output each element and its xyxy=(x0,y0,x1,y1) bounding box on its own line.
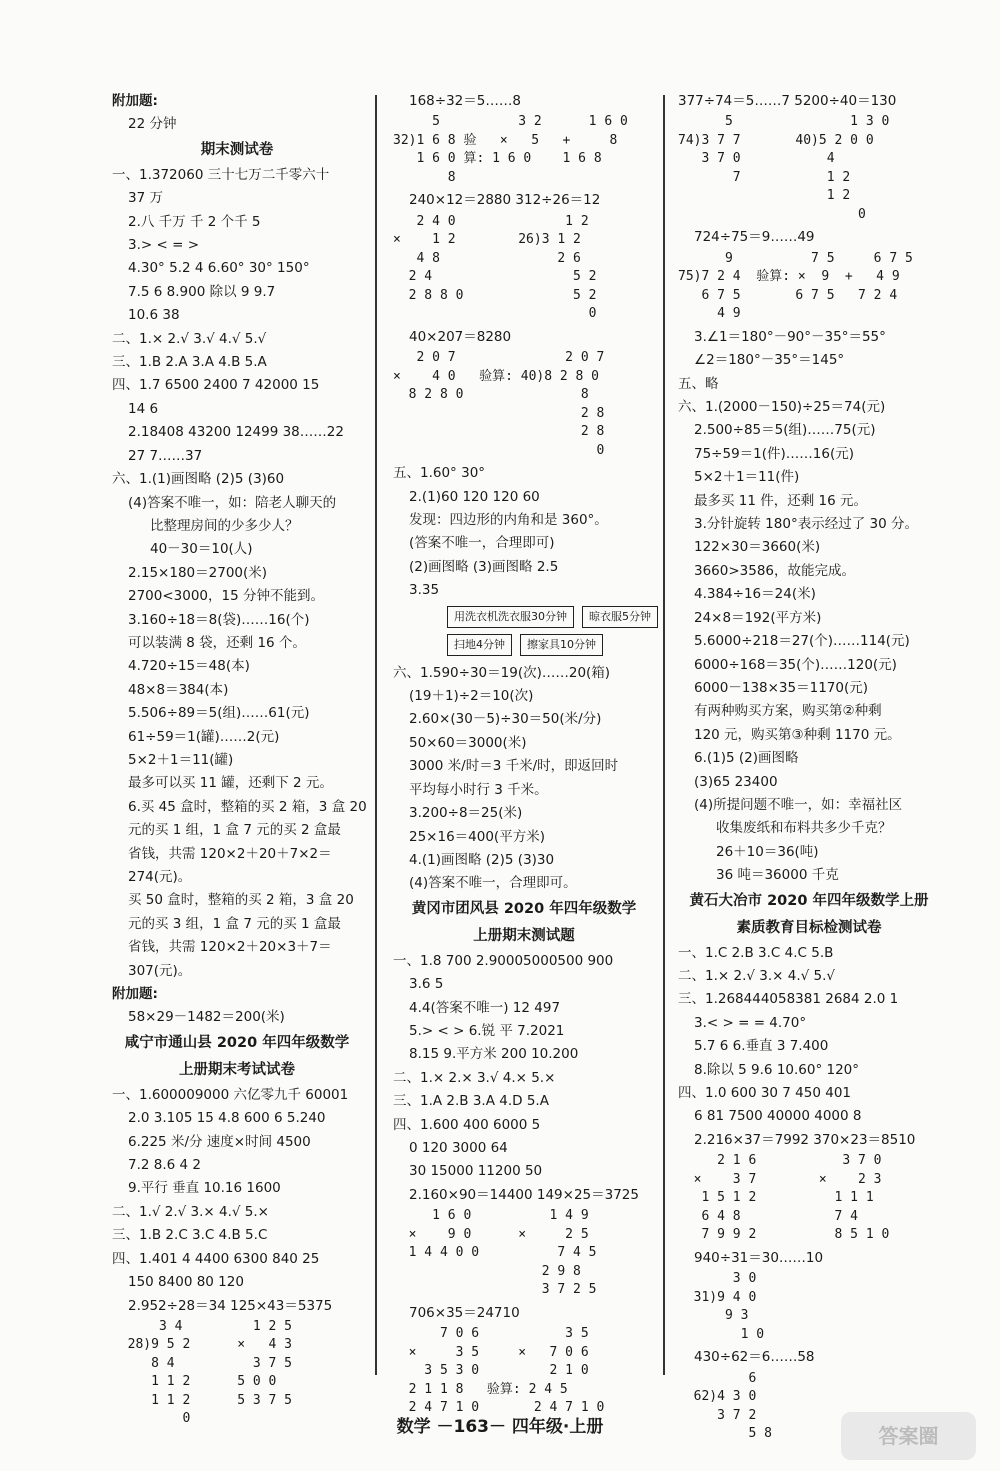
answer-line: 61÷59＝1(罐)……2(元) xyxy=(128,728,280,745)
answer-line: 可以装满 8 袋，还剩 16 个。 xyxy=(128,634,306,651)
calc-line: 7 9 9 2 8 5 1 0 xyxy=(678,1227,890,1243)
answer-line: (4)所提问题不唯一，如：幸福社区 xyxy=(694,796,903,813)
section-heading: 期末测试卷 xyxy=(200,141,274,158)
answer-line: 37 万 xyxy=(128,190,163,207)
answer-line: 五、略 xyxy=(678,375,719,392)
answer-line: 5.> < > 6.锐 平 7.2021 xyxy=(409,1022,565,1039)
answer-column-3 xyxy=(678,90,940,1446)
col2-mid1 xyxy=(393,189,655,212)
answer-line: 168÷32＝5……8 xyxy=(409,93,521,109)
calc-line: 2 4 0 1 2 xyxy=(393,213,589,229)
calc-line: 75)7 2 4 验算: × 9 + 4 9 xyxy=(678,269,900,285)
answer-line: 3.< > = = 4.70° xyxy=(694,1014,807,1031)
calc-line: 8 xyxy=(393,169,456,185)
answer-line: 24×8＝192(平方米) xyxy=(694,609,822,626)
answer-line: 一、1.C 2.B 3.C 4.C 5.B xyxy=(678,944,834,961)
flow-box-dry: 晾衣服5分钟 xyxy=(582,606,658,628)
answer-line: 48×8＝384(本) xyxy=(128,681,229,698)
answer-line: 六、1.590÷30＝19(次)……20(箱) xyxy=(393,664,611,681)
calc-line: 0 xyxy=(393,442,605,458)
answer-line: 6.买 45 盒时，整箱的买 2 箱，3 盒 20 xyxy=(128,798,367,815)
section-heading: 黄冈市团风县 2020 年四年级数学 xyxy=(411,900,637,917)
answer-line: 940÷31＝30……10 xyxy=(694,1249,824,1266)
answer-line: 发现：四边形的内角和是 360°。 xyxy=(409,512,608,529)
answer-line: 150 8400 80 120 xyxy=(128,1274,244,1291)
answer-line: 274(元)。 xyxy=(128,869,192,885)
multiplication-check-calc-2 xyxy=(393,1325,655,1418)
answer-line: 买 50 盒时，整箱的买 2 箱，3 盒 20 xyxy=(128,892,354,909)
answer-line: 30 15000 11200 50 xyxy=(409,1163,543,1180)
multiplication-calc xyxy=(393,213,655,324)
answer-line: 元的买 3 组，1 盒 7 元的买 1 盒最 xyxy=(128,915,341,932)
answer-line: 2.500÷85＝5(组)……75(元) xyxy=(694,422,876,439)
calc-line: × 9 0 × 2 5 xyxy=(393,1226,589,1242)
calc-line: 6 xyxy=(678,1370,757,1386)
answer-line: 省钱，共需 120×2＋20＋7×2＝ xyxy=(128,845,332,862)
calc-line: 3 7 2 5 xyxy=(393,1282,597,1298)
answer-line: 二、1.× 2.√ 3.√ 4.√ 5.√ xyxy=(112,330,267,347)
calc-line: 0 xyxy=(393,306,597,322)
answer-line: 40×207＝8280 xyxy=(409,328,512,345)
calc-line: 6 7 5 6 7 5 7 2 4 xyxy=(678,287,898,303)
answer-line: 4.(1)画图略 (2)5 (3)30 xyxy=(409,851,555,868)
answer-line: 2.160×90＝14400 149×25＝3725 xyxy=(409,1186,639,1203)
col1-lines xyxy=(112,90,367,1318)
answer-line: 3.160÷18＝8(袋)……16(个) xyxy=(128,611,310,628)
answer-line: 2700<3000，15 分钟不能到。 xyxy=(128,588,324,605)
calc-line: 2 4 5 2 xyxy=(393,269,597,285)
calc-line: 31)9 4 0 xyxy=(678,1289,757,1305)
calc-line: 1 6 0 算: 1 6 0 1 6 8 xyxy=(393,151,602,167)
calc-line: 1 1 2 5 3 7 5 xyxy=(112,1392,293,1408)
calc-line: 28)9 5 2 × 4 3 xyxy=(112,1337,293,1353)
answer-line: 二、1.√ 2.√ 3.× 4.√ 5.× xyxy=(112,1203,269,1220)
answer-line: 27 7……37 xyxy=(128,447,203,464)
answer-line: 元的买 1 组，1 盒 7 元的买 2 盒最 xyxy=(128,822,341,839)
answer-line: 26＋10＝36(吨) xyxy=(716,843,819,860)
calc-line: 5 8 xyxy=(678,1426,772,1442)
answer-line: 四、1.0 600 30 7 450 401 xyxy=(678,1085,851,1101)
answer-line: 四、1.401 4 4400 6300 840 25 xyxy=(112,1250,320,1267)
answer-line: 一、1.372060 三十七万二千零六十 xyxy=(112,166,330,183)
flow-box-sweep: 扫地4分钟 xyxy=(447,634,512,656)
calc-line: × 3 7 × 2 3 xyxy=(678,1171,882,1187)
answer-line: 4.4(答案不唯一) 12 497 xyxy=(409,999,561,1016)
answer-line: 附加题: xyxy=(112,93,158,109)
answer-line: 7.5 6 8.900 除以 9 9.7 xyxy=(128,283,276,300)
col3-line-d xyxy=(678,1247,940,1270)
calc-line: 32)1 6 8 验 × 5 + 8 xyxy=(393,132,618,148)
answer-line: 6 81 7500 40000 4000 8 xyxy=(694,1108,862,1125)
answer-line: 6.(1)5 (2)画图略 xyxy=(694,750,799,767)
answer-line: 240×12＝2880 312÷26＝12 xyxy=(409,192,601,209)
watermark-logo: 答案圈 xyxy=(841,1412,976,1460)
answer-line: 最多可以买 11 罐，还剩下 2 元。 xyxy=(128,775,333,792)
calc-line: 3 5 3 0 2 1 0 xyxy=(393,1363,589,1379)
answer-line: 5×2＋1＝11(件) xyxy=(694,469,800,486)
calc-line: 1 4 4 0 0 7 4 5 xyxy=(393,1245,597,1261)
column-divider-1 xyxy=(375,95,377,1375)
answer-line: 三、1.268444058381 2684 2.0 1 xyxy=(678,991,899,1008)
answer-line: 2.八 千万 千 2 个千 5 xyxy=(128,213,261,230)
division-check-calc-3 xyxy=(678,250,940,324)
answer-line: 307(元)。 xyxy=(128,962,192,979)
answer-line: 3.35 xyxy=(409,582,440,599)
answer-line: 有两种购买方案，购买第②种剩 xyxy=(694,703,882,720)
answer-line: 3.> < = > xyxy=(128,237,200,254)
flow-box-wipe: 擦家具10分钟 xyxy=(520,634,603,656)
calc-line: 8 4 3 7 5 xyxy=(112,1355,293,1371)
answer-line: (4)答案不唯一，合理即可。 xyxy=(409,875,577,892)
answer-line: 平均每小时行 3 千米。 xyxy=(409,781,548,798)
calc-line: 2 0 7 2 0 7 xyxy=(393,350,605,366)
answer-line: 120 元，购买第③种剩 1170 元。 xyxy=(694,726,901,743)
col3-line-b xyxy=(678,226,940,249)
multiplication-calc-3 xyxy=(678,1152,940,1245)
answer-line: 430÷62＝6……58 xyxy=(694,1349,815,1366)
answer-line: 5.6000÷218＝27(个)……114(元) xyxy=(694,633,910,650)
calc-line: 1 6 0 1 4 9 xyxy=(393,1208,589,1224)
calc-line: × 1 2 26)3 1 2 xyxy=(393,232,581,248)
multiplication-calc-2 xyxy=(393,1207,655,1300)
section-heading: 咸宁市通山县 2020 年四年级数学 xyxy=(124,1034,350,1051)
answer-line: (2)画图略 (3)画图略 2.5 xyxy=(409,558,559,575)
answer-line: 3.200÷8＝25(米) xyxy=(409,805,523,822)
calc-line: 3 7 0 4 xyxy=(678,151,835,167)
calc-line: 2 1 1 8 验算: 2 4 5 xyxy=(393,1381,568,1397)
calc-line: 9 3 xyxy=(678,1308,749,1324)
answer-line: 10.6 38 xyxy=(128,307,180,324)
page-footer: 数学 －163－ 四年级·上册 xyxy=(396,1417,604,1437)
col3-line-a xyxy=(678,90,940,113)
calc-line: 62)4 3 0 xyxy=(678,1389,757,1405)
col2-mid2 xyxy=(393,326,655,349)
answer-line: 5.506÷89＝5(组)……61(元) xyxy=(128,705,310,722)
calc-line: 7 1 2 xyxy=(678,169,851,185)
calc-line: 5 1 3 0 xyxy=(678,114,890,130)
division-calc-3b xyxy=(678,1270,940,1344)
answer-column-1 xyxy=(112,90,367,1431)
answer-line: 3.∠1＝180°－90°－35°＝55° xyxy=(694,328,886,345)
answer-line: 7.2 8.6 4 2 xyxy=(128,1157,201,1174)
answer-line: 三、1.B 2.A 3.A 4.B 5.A xyxy=(112,354,267,371)
answer-line: 122×30＝3660(米) xyxy=(694,539,821,556)
col2-line-d xyxy=(393,1302,655,1325)
calc-line: 3 0 xyxy=(678,1271,757,1287)
answer-line: 2.0 3.105 15 4.8 600 6 5.240 xyxy=(128,1110,326,1127)
answer-line: (3)65 23400 xyxy=(694,773,778,790)
calc-line: 7 0 6 3 5 xyxy=(393,1326,589,1342)
col3-line-e xyxy=(678,1346,940,1369)
calc-line: 4 8 2 6 xyxy=(393,250,581,266)
answer-line: 4.30° 5.2 4 6.60° 30° 150° xyxy=(128,260,310,277)
answer-line: 40－30＝10(人) xyxy=(150,541,253,558)
answer-line: 706×35＝24710 xyxy=(409,1304,520,1321)
answer-line: 8.除以 5 9.6 10.60° 120° xyxy=(694,1061,860,1078)
answer-line: 9.平行 垂直 10.16 1600 xyxy=(128,1180,281,1197)
answer-line: 5.7 6 6.垂直 3 7.400 xyxy=(694,1038,829,1055)
answer-line: 四、1.600 400 6000 5 xyxy=(393,1116,541,1133)
calc-line: × 4 0 验算: 40)8 2 8 0 xyxy=(393,368,600,384)
section-heading: 上册期末考试试卷 xyxy=(179,1061,295,1078)
calc-line: 2 8 8 0 5 2 xyxy=(393,287,597,303)
answer-line: 三、1.B 2.C 3.C 4.B 5.C xyxy=(112,1227,268,1244)
answer-line: 收集废纸和布料共多少千克？ xyxy=(716,820,892,837)
section-heading: 上册期末测试题 xyxy=(473,927,575,944)
answer-line: 2.15×180＝2700(米) xyxy=(128,564,268,581)
answer-line: 3660>3586，故能完成。 xyxy=(694,562,856,579)
answer-line: 五、1.60° 30° xyxy=(393,465,486,482)
answer-line: 6.225 米/分 速度×时间 4500 xyxy=(128,1133,311,1150)
answer-line: 0 120 3000 64 xyxy=(409,1139,508,1156)
answer-line: (答案不唯一，合理即可) xyxy=(409,535,555,552)
calc-line: 3 4 1 2 5 xyxy=(112,1318,293,1334)
answer-line: 6000－138×35＝1170(元) xyxy=(694,679,869,696)
answer-line: 50×60＝3000(米) xyxy=(409,734,527,751)
answer-line: 最多买 11 件，还剩 16 元。 xyxy=(694,492,868,509)
answer-line: 58×29－1482＝200(米) xyxy=(128,1009,285,1026)
answer-line: 36 吨＝36000 千克 xyxy=(716,867,839,884)
calc-line: 1 5 1 2 1 1 1 xyxy=(678,1190,874,1206)
calc-line: 6 4 8 7 4 xyxy=(678,1208,859,1224)
answer-line: 2.18408 43200 12499 38……22 xyxy=(128,424,344,441)
answer-line: 3000 米/时＝3 千米/时，即返回时 xyxy=(409,758,619,775)
answer-line: 二、1.× 2.√ 3.× 4.√ 5.√ xyxy=(678,967,835,984)
answer-line: 2.60×(30－5)÷30＝50(米/分) xyxy=(409,711,602,728)
answer-line: 比整理房间的少多少人？ xyxy=(150,517,299,534)
answer-line: 8.15 9.平方米 200 10.200 xyxy=(409,1046,579,1063)
calc-line: 1 1 2 5 0 0 xyxy=(112,1374,277,1390)
answer-line: 2.952÷28＝34 125×43＝5375 xyxy=(128,1297,333,1314)
answer-line: 六、1.(2000－150)÷25＝74(元) xyxy=(678,399,886,416)
multiplication-check-calc xyxy=(393,349,655,460)
answer-line: ∠2＝180°－35°＝145° xyxy=(694,352,845,369)
answer-line: (4)答案不唯一，如：陪老人聊天的 xyxy=(128,494,337,511)
flow-box-wash: 用洗衣机洗衣服30分钟 xyxy=(447,606,574,628)
calc-line: 2 8 xyxy=(393,405,605,421)
answer-line: 25×16＝400(平方米) xyxy=(409,828,545,845)
flowchart xyxy=(393,606,655,656)
calc-line: 2 8 xyxy=(393,424,605,440)
section-heading: 素质教育目标检测试卷 xyxy=(736,919,882,936)
answer-column-2 xyxy=(393,90,655,1420)
answer-line: 省钱，共需 120×2＋20×3＋7＝ xyxy=(128,939,332,956)
division-check-calc xyxy=(393,113,655,187)
answer-line: 一、1.8 700 2.90005000500 900 xyxy=(393,952,614,969)
answer-line: (19＋1)÷2＝10(次) xyxy=(409,688,534,705)
answer-line: 二、1.× 2.× 3.√ 4.× 5.× xyxy=(393,1069,556,1086)
answer-line: 三、1.A 2.B 3.A 4.D 5.A xyxy=(393,1093,549,1110)
calc-line: 2 9 8 xyxy=(393,1263,581,1279)
calc-line: 3 7 2 xyxy=(678,1407,757,1423)
col2-section-6 xyxy=(393,662,655,1208)
section-heading: 黄石大冶市 2020 年四年级数学上册 xyxy=(689,892,929,909)
calc-line: 1 2 xyxy=(678,188,851,204)
calc-line: 8 2 8 0 8 xyxy=(393,387,589,403)
answer-line: 3.6 5 xyxy=(409,976,444,993)
col2-section-5 xyxy=(393,462,655,602)
calc-line: 2 1 6 3 7 0 xyxy=(678,1153,882,1169)
calc-line: 0 xyxy=(678,206,866,222)
answer-line: 3.分针旋转 180°表示经过了 30 分。 xyxy=(694,516,918,533)
answer-line: 377÷74＝5……7 5200÷40＝130 xyxy=(678,93,897,109)
answer-line: 六、1.(1)画图略 (2)5 (3)60 xyxy=(112,471,285,488)
calc-line: 74)3 7 7 40)5 2 0 0 xyxy=(678,132,874,148)
calc-line: 1 0 xyxy=(678,1326,765,1342)
answer-line: 2.216×37＝7992 370×23＝8510 xyxy=(694,1131,916,1148)
answer-line: 75÷59＝1(件)……16(元) xyxy=(694,445,855,462)
answer-line: 5×2＋1＝11(罐) xyxy=(128,751,234,768)
answer-line: 4.720÷15＝48(本) xyxy=(128,658,250,675)
answer-line: 724÷75＝9……49 xyxy=(694,229,815,246)
calc-line: 4 9 xyxy=(678,306,741,322)
calc-line: 0 xyxy=(112,1411,191,1427)
answer-line: 四、1.7 6500 2400 7 42000 15 xyxy=(112,377,320,394)
answer-line: 一、1.600009000 六亿零九千 60001 xyxy=(112,1086,349,1103)
calc-line: 2 4 7 1 0 2 4 7 1 0 xyxy=(393,1400,605,1416)
col2-top xyxy=(393,90,655,113)
answer-line: 6000÷168＝35(个)……120(元) xyxy=(694,656,897,673)
answer-line: 22 分钟 xyxy=(128,116,177,133)
answer-line: 2.(1)60 120 120 60 xyxy=(409,488,540,505)
division-calc-3a xyxy=(678,113,940,224)
col3-main xyxy=(678,326,940,1152)
calc-line: 9 7 5 6 7 5 xyxy=(678,250,913,266)
answer-line: 14 6 xyxy=(128,400,159,417)
answer-line: 4.384÷16＝24(米) xyxy=(694,586,816,603)
column-divider-2 xyxy=(663,95,665,1375)
calc-line: × 3 5 × 7 0 6 xyxy=(393,1344,589,1360)
calc-line: 5 3 2 1 6 0 xyxy=(393,114,628,130)
answer-line: 附加题: xyxy=(112,986,158,1003)
